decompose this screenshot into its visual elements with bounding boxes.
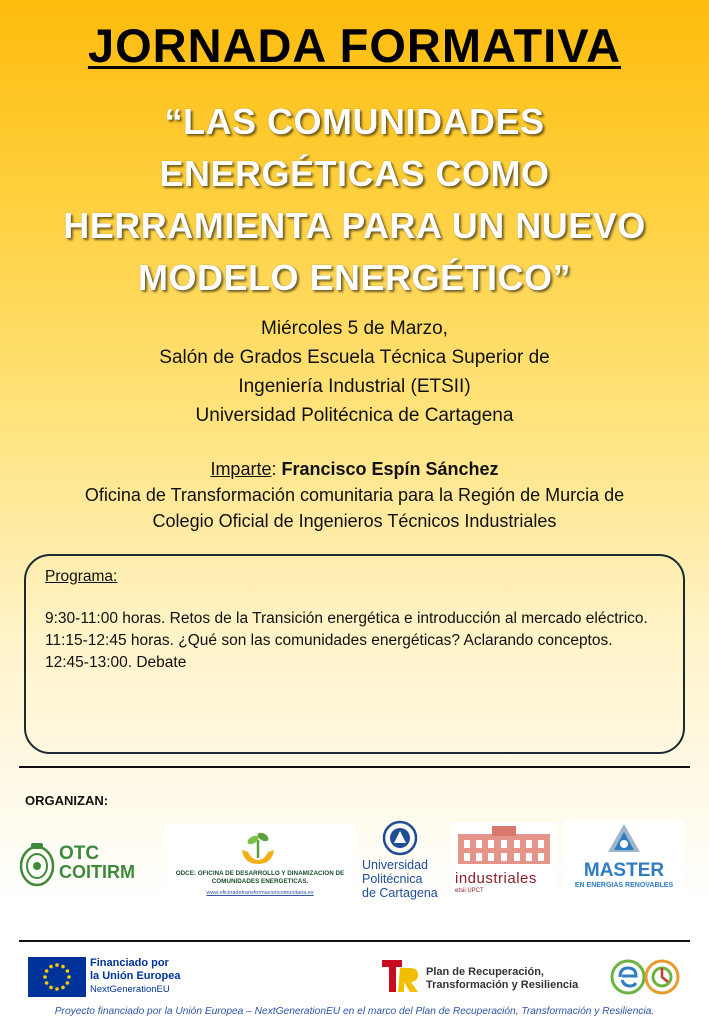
- prtr-line: Plan de Recuperación,: [426, 966, 544, 978]
- upct-line: Politécnica: [362, 872, 423, 886]
- eu-line: la Unión Europea: [90, 970, 181, 982]
- odce-url[interactable]: www.oficinadetransformacioncomunitaria.es: [206, 890, 314, 896]
- prtr-tr-icon: [380, 956, 420, 996]
- program-item: 11:15-12:45 horas. ¿Qué son las comunidades energéticas? Aclarando conceptos.: [45, 632, 613, 649]
- eu-funding-logo: [26, 955, 192, 999]
- odce-line: ODCE: OFICINA DE DESARROLLO Y DINAMIZACION DE: [175, 870, 345, 877]
- eu-line: NextGenerationEU: [90, 984, 170, 995]
- divider: [19, 766, 690, 768]
- eu-line: Financiado por: [90, 957, 169, 969]
- coitirm-seal-icon: [19, 840, 55, 888]
- hands-plant-icon: [240, 828, 276, 866]
- event-venue: Ingeniería Industrial (ETSII): [238, 376, 471, 397]
- prtr-line: Transformación y Resiliencia: [426, 979, 579, 991]
- otc-coitirm-logo: [19, 838, 149, 890]
- event-info: [0, 314, 709, 430]
- organizers-label: ORGANIZAN:: [25, 793, 109, 808]
- program-item: 9:30-11:00 horas. Retos de la Transición energética e introducción al mercado eléctrico.: [45, 610, 648, 627]
- speaker-name: Francisco Espín Sánchez: [281, 459, 499, 479]
- subtitle-line: “LAS COMUNIDADES: [164, 101, 545, 142]
- upct-text: [362, 858, 442, 900]
- upct-seal-icon: [382, 820, 418, 856]
- master-emblem-icon: [604, 822, 644, 860]
- event-university: Universidad Politécnica de Cartagena: [195, 405, 514, 426]
- building-icon: [456, 824, 552, 864]
- master-sub: EN ENERGIAS RENOVABLES: [574, 882, 674, 889]
- program-item: 12:45-13:00. Debate: [45, 654, 187, 671]
- prtr-text: [426, 966, 578, 992]
- speaker-affiliation: Oficina de Transformación comunitaria para la Región de Murcia de: [84, 485, 625, 505]
- event-title: JORNADA FORMATIVA: [87, 19, 622, 72]
- event-date: Miércoles 5 de Marzo,: [261, 318, 448, 339]
- speaker-label: Imparte: [210, 459, 272, 479]
- speaker-affiliation: Colegio Oficial de Ingenieros Técnicos Industriales: [152, 511, 557, 531]
- master-text: MASTER: [583, 860, 665, 881]
- program-title: Programa:: [45, 568, 118, 585]
- upct-logo: [362, 820, 442, 902]
- coitirm-logo-text: COITIRM: [59, 862, 135, 882]
- industriales-text: industriales: [455, 870, 537, 887]
- eco-circle-icon: [610, 958, 682, 996]
- odce-line: COMUNIDADES ENERGETICAS.: [211, 878, 309, 885]
- upct-line: Universidad: [362, 858, 429, 872]
- eu-text: [90, 957, 180, 996]
- program-box: [24, 554, 685, 754]
- event-subtitle: [30, 96, 679, 304]
- subtitle-line: ENERGÉTICAS COMO: [159, 153, 550, 194]
- event-venue: Salón de Grados Escuela Técnica Superior de: [159, 347, 550, 368]
- prtr-logo: [380, 956, 608, 996]
- divider: [19, 940, 690, 942]
- eco-logo: [610, 958, 682, 996]
- subtitle-line: HERRAMIENTA PARA UN NUEVO: [63, 205, 646, 246]
- odce-text: [166, 870, 354, 886]
- industriales-sub: etsii UPCT: [455, 888, 484, 894]
- eu-flag-icon: [28, 957, 86, 997]
- upct-line: de Cartagena: [362, 886, 438, 900]
- industriales-logo: [452, 822, 556, 898]
- speaker-separator: :: [271, 459, 282, 479]
- master-logo: [564, 820, 684, 898]
- speaker-block: [20, 456, 689, 534]
- odce-logo: [166, 824, 354, 904]
- otc-logo-text: OTC: [59, 843, 100, 864]
- subtitle-line: MODELO ENERGÉTICO”: [137, 257, 572, 298]
- funding-footer-note: Proyecto financiado por la Unión Europea – NextGenerationEU en el marco del Plan de Recuperación, Transformación y Resiliencia.: [54, 1006, 655, 1017]
